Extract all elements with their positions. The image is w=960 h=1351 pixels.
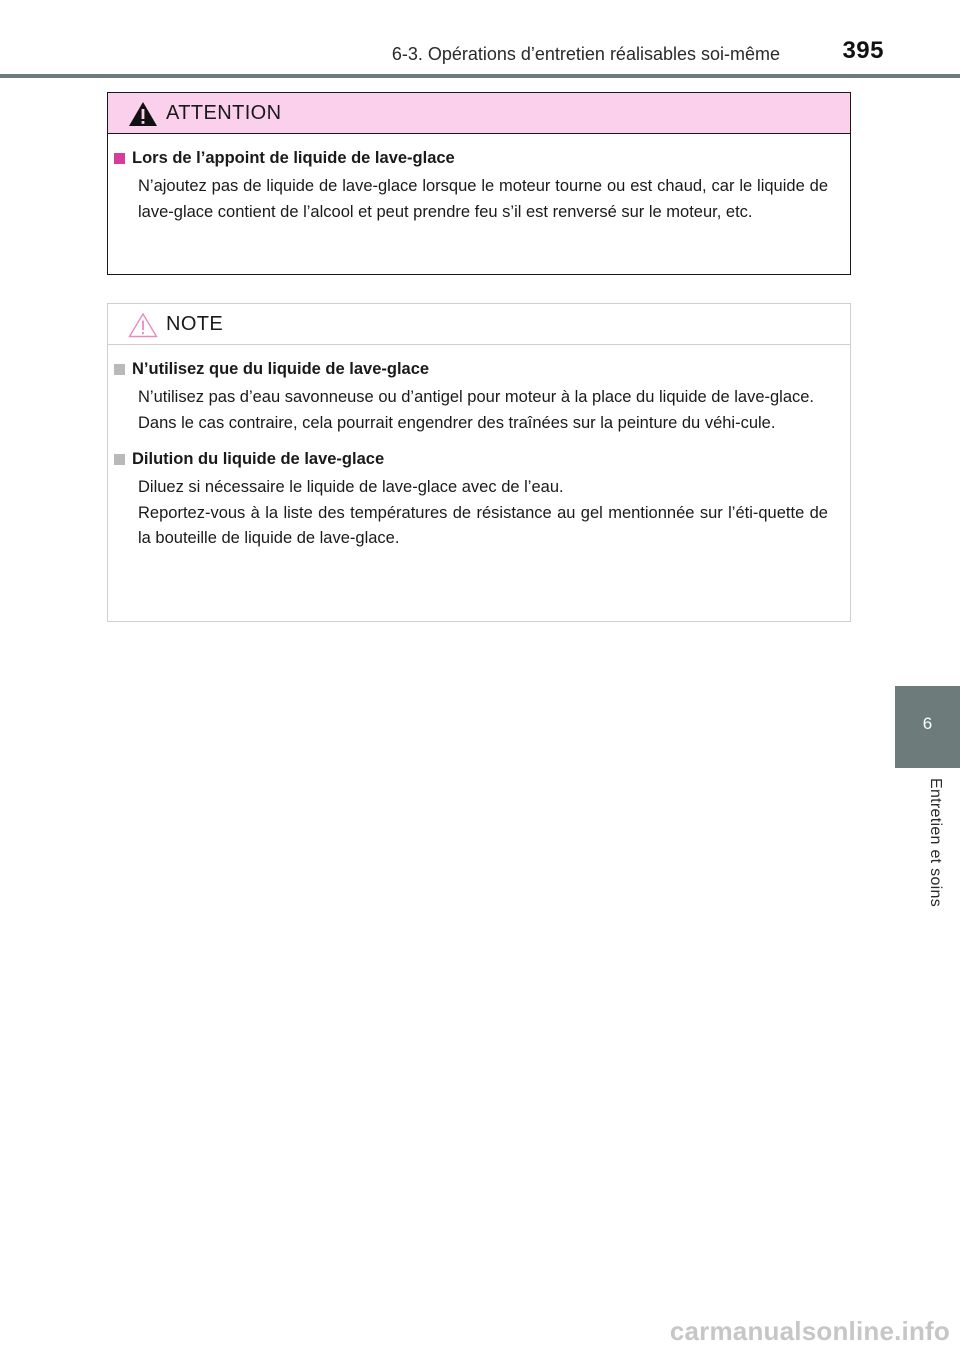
watermark: carmanualsonline.info [669, 1316, 950, 1346]
page-number: 395 [842, 37, 884, 64]
note-box [107, 303, 851, 622]
warning-triangle-icon [128, 101, 158, 127]
square-bullet-icon [114, 153, 125, 164]
item-paragraph: Dans le cas contraire, cela pourrait engendrer des traînées sur la peinture du véhi-cule. [138, 413, 776, 432]
item-paragraph: N’ajoutez pas de liquide de lave-glace lorsque le moteur tourne ou est chaud, car le liquide de lave-glace contient de l’alcool et peut prendre feu s’il est renversé sur le moteur, etc. [138, 177, 828, 221]
attention-header [108, 93, 850, 134]
item-paragraph: Reportez-vous à la liste des températures de résistance au gel mentionnée sur l’éti-quette de la bouteille de liquide de lave-glace. [138, 503, 828, 547]
list-item [114, 145, 828, 225]
note-title: NOTE [166, 313, 224, 335]
list-item [114, 446, 828, 552]
attention-box [107, 92, 851, 275]
item-heading-text: N’utilisez que du liquide de lave-glace [132, 360, 430, 378]
warning-triangle-outline-icon [128, 312, 158, 338]
square-bullet-icon [114, 364, 125, 375]
item-heading [114, 145, 828, 171]
chapter-label: Entretien et soins [927, 778, 944, 908]
chapter-number: 6 [922, 714, 933, 733]
note-body [108, 345, 850, 552]
item-paragraph: N’utilisez pas d’eau savonneuse ou d’antigel pour moteur à la place du liquide de lave-glace. [138, 388, 815, 406]
attention-title: ATTENTION [166, 102, 282, 124]
chapter-tab[interactable] [895, 686, 960, 768]
note-header [108, 304, 850, 345]
attention-body [108, 134, 850, 225]
item-paragraph: Diluez si nécessaire le liquide de lave-glace avec de l’eau. [138, 478, 564, 496]
item-heading-text: Dilution du liquide de lave-glace [132, 450, 385, 468]
square-bullet-icon [114, 454, 125, 465]
item-heading [114, 356, 828, 382]
item-heading-text: Lors de l’appoint de liquide de lave-glace [132, 149, 455, 167]
header-rule [0, 74, 960, 78]
list-item [114, 356, 828, 436]
item-heading [114, 446, 828, 472]
section-title: 6-3. Opérations d’entretien réalisables soi-même [391, 44, 780, 64]
